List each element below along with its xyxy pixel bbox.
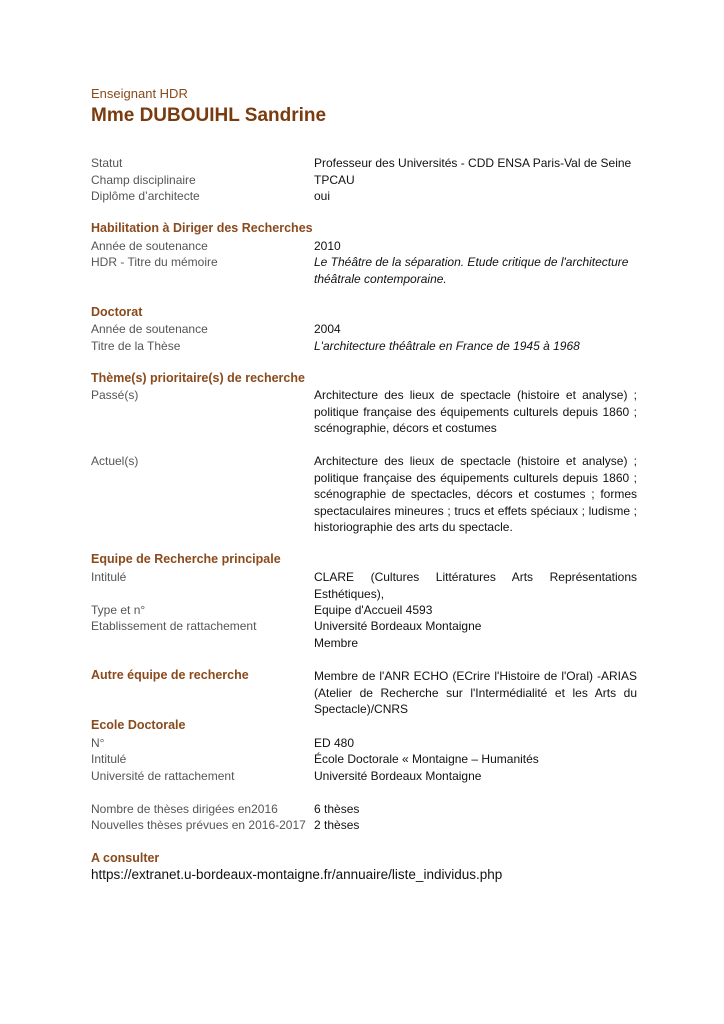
theses-prevues-label: Nouvelles thèses prévues en 2016-2017 bbox=[91, 818, 306, 832]
equipe-type-value: Equipe d'Accueil 4593 bbox=[314, 603, 433, 617]
statut-value: Professeur des Universités - CDD ENSA Paris-Val de Seine bbox=[314, 156, 632, 170]
theses-prevues-value: 2 thèses bbox=[314, 818, 360, 832]
themes-actuel-label: Actuel(s) bbox=[91, 454, 139, 468]
doctorat-annee-label: Année de soutenance bbox=[91, 322, 208, 336]
hdr-titre-label: HDR - Titre du mémoire bbox=[91, 255, 218, 269]
statut-label: Statut bbox=[91, 156, 123, 170]
doctorat-titre-label: Titre de la Thèse bbox=[91, 339, 181, 353]
profile-link[interactable]: https://extranet.u-bordeaux-montaigne.fr/annuaire/liste_individus.php bbox=[91, 867, 503, 882]
equipe-intitule-value: CLARE (Cultures Littératures Arts Représentations Esthétiques), bbox=[314, 570, 637, 601]
ecole-intitule-label: Intitulé bbox=[91, 752, 127, 766]
champ-value: TPCAU bbox=[314, 173, 355, 187]
diplome-value: oui bbox=[314, 189, 331, 203]
role-label: Enseignant HDR bbox=[91, 86, 188, 101]
hdr-annee-label: Année de soutenance bbox=[91, 239, 208, 253]
themes-actuel-value: Architecture des lieux de spectacle (histoire et analyse) ; politique française des équipements culturels depuis 1860 ; scénographie de spectacles, décors et costumes ; formes spectaculaires mineures ; trucs et effets spéciaux ; ludisme ; historiographie des arts du spectacle. bbox=[314, 454, 637, 534]
autre-value: Membre de l'ANR ECHO (ECrire l'Histoire de l'Oral) -ARIAS (Atelier de Recherche sur l'Intermédialité et les Arts du Spectacle)/CNRS bbox=[314, 669, 637, 716]
doctorat-annee-value: 2004 bbox=[314, 322, 341, 336]
equipe-etab-value: Université Bordeaux Montaigne bbox=[314, 619, 482, 633]
ecole-section-title: Ecole Doctorale bbox=[91, 718, 186, 732]
theses-dirigees-value: 6 thèses bbox=[314, 802, 360, 816]
diplome-label: Diplôme d’architecte bbox=[91, 189, 200, 203]
autre-section-title: Autre équipe de recherche bbox=[91, 668, 249, 682]
ecole-num-value: ED 480 bbox=[314, 736, 355, 750]
themes-section-title: Thème(s) prioritaire(s) de recherche bbox=[91, 371, 305, 385]
ecole-num-label: N° bbox=[91, 736, 105, 750]
equipe-intitule-label: Intitulé bbox=[91, 570, 127, 584]
hdr-titre-value: Le Théâtre de la séparation. Etude critique de l'architecture théâtrale contemporaine. bbox=[314, 255, 629, 286]
theses-dirigees-label: Nombre de thèses dirigées en2016 bbox=[91, 802, 278, 816]
themes-passe-value: Architecture des lieux de spectacle (histoire et analyse) ; politique française des équipements culturels depuis 1860 ; scénographie, décors et costumes bbox=[314, 388, 637, 435]
ecole-intitule-value: École Doctorale « Montaigne – Humanités bbox=[314, 752, 539, 766]
ecole-univ-value: Université Bordeaux Montaigne bbox=[314, 769, 482, 783]
themes-passe-label: Passé(s) bbox=[91, 388, 139, 402]
equipe-membre-value: Membre bbox=[314, 636, 359, 650]
person-name: Mme DUBOUIHL Sandrine bbox=[91, 105, 327, 126]
consulter-section-title: A consulter bbox=[91, 851, 160, 865]
doctorat-section-title: Doctorat bbox=[91, 305, 143, 319]
doctorat-titre-value: L'architecture théâtrale en France de 1945 à 1968 bbox=[314, 339, 580, 353]
champ-label: Champ disciplinaire bbox=[91, 173, 196, 187]
ecole-univ-label: Université de rattachement bbox=[91, 769, 235, 783]
equipe-etab-label: Etablissement de rattachement bbox=[91, 619, 257, 633]
hdr-section-title: Habilitation à Diriger des Recherches bbox=[91, 221, 313, 235]
equipe-section-title: Equipe de Recherche principale bbox=[91, 552, 281, 566]
hdr-annee-value: 2010 bbox=[314, 239, 341, 253]
equipe-type-label: Type et n° bbox=[91, 603, 146, 617]
